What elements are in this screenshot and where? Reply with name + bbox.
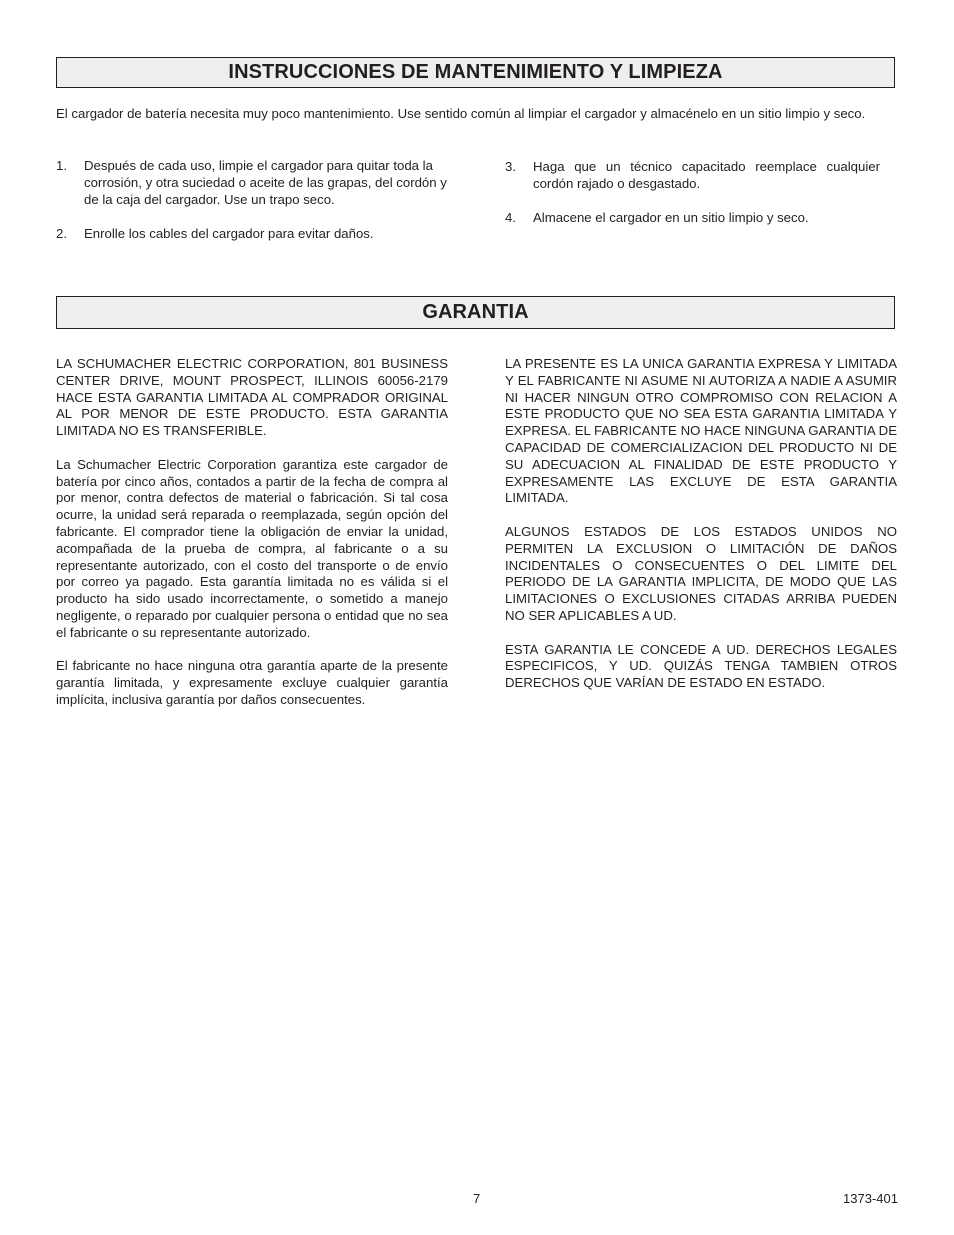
maintenance-item <box>56 157 448 208</box>
maintenance-title: INSTRUCCIONES DE MANTENIMIENTO Y LIMPIEZA <box>228 61 723 83</box>
item-number: 1. <box>56 158 67 173</box>
item-text: Haga que un técnico capacitado reemplace cualquier cordón rajado o desgastado. <box>533 159 880 191</box>
page-number: 7 <box>473 1191 481 1206</box>
maintenance-item <box>505 158 880 192</box>
maintenance-list-left <box>56 157 448 259</box>
warranty-paragraph: LA PRESENTE ES LA UNICA GARANTIA EXPRESA Y LIMITADA Y EL FABRICANTE NI ASUME NI AUTORIZA A NADIE A ASUMIR NI HACER NINGUN OTRO COMPROMISO CON RELACION A ESTE PRODUCTO QUE NO SEA ESTA GARANTIA LIMITADA Y EXPRESA. EL FABRICANTE NO HACE NINGUNA GARANTIA DE CAPACIDAD DE COMERCIALIZACION DEL PRODUCTO NI DE SU ADECUACION AL FINALIDAD DE ESTE PRODUCTO Y EXPRESAMENTE LAS EXCLUYE DE ESTA GARANTIA LIMITADA. <box>505 356 897 506</box>
warranty-paragraph: LA SCHUMACHER ELECTRIC CORPORATION, 801 BUSINESS CENTER DRIVE, MOUNT PROSPECT, ILLINOIS 60056-2179 HACE ESTA GARANTIA LIMITADA AL COMPRADOR ORIGINAL AL POR MENOR DE ESTE PRODUCTO. ESTA GARANTIA LIMITADA NO ES TRANSFERIBLE. <box>56 356 448 439</box>
warranty-paragraph: ALGUNOS ESTADOS DE LOS ESTADOS UNIDOS NO PERMITEN LA EXCLUSION O LIMITACIÓN DE DAÑOS INCIDENTALES O CONSECUENTES O DEL LIMITE DEL PERIODO DE LA GARANTIA IMPLICITA, DE MODO QUE LAS LIMITACIONES O EXCLUSIONES CITADAS ARRIBA PUEDEN NO SER APLICABLES A UD. <box>505 523 897 623</box>
warranty-paragraph: El fabricante no hace ninguna otra garantía aparte de la presente garantía limitada, y expresamente excluye cualquier garantía implícita, inclusiva garantía por daños consecuentes. <box>56 658 448 707</box>
maintenance-item <box>505 209 880 226</box>
item-text: Después de cada uso, limpie el cargador para quitar toda la corrosión, y otra suciedad o aceite de las grapas, del cordón y de la caja del cargador. Use un trapo seco. <box>84 158 447 207</box>
maintenance-intro: El cargador de batería necesita muy poco mantenimiento. Use sentido común al limpiar el cargador y almacénelo en un sitio limpio y seco. <box>56 106 866 121</box>
maintenance-item <box>56 225 448 242</box>
item-number: 3. <box>505 159 516 174</box>
warranty-paragraph: La Schumacher Electric Corporation garantiza este cargador de batería por cinco años, contados a partir de la fecha de compra al por menor, contra defectos de material o fabricación. Si tal cosa ocurre, la unidad será reparada o reemplazada, según opción del fabricante. El comprador tiene la obligación de enviar la unidad, acompañada de la prueba de compra, al fabricante o a su representante autorizado, con el costo del transporte o de envío por correo ya pagado. Esta garantía limitada no es válida si el producto ha sido usado incorrectamente, o sometido a manejo negligente, o reparado por cualquier persona o entidad que no sea el fabricante o su representante autorizado. <box>56 456 448 640</box>
item-text: Almacene el cargador en un sitio limpio y seco. <box>533 210 809 225</box>
warranty-header-box <box>56 296 895 329</box>
warranty-column-left <box>56 356 448 726</box>
maintenance-header-box <box>56 57 895 88</box>
warranty-paragraph: ESTA GARANTIA LE CONCEDE A UD. DERECHOS LEGALES ESPECIFICOS, Y UD. QUIZÁS TENGA TAMBIEN OTROS DERECHOS QUE VARÍAN DE ESTADO EN ESTADO. <box>505 641 897 691</box>
warranty-column-right <box>505 356 897 709</box>
warranty-title: GARANTIA <box>422 301 529 323</box>
item-number: 2. <box>56 226 67 241</box>
item-text: Enrolle los cables del cargador para evitar daños. <box>84 226 374 241</box>
maintenance-list-right <box>505 158 880 243</box>
item-number: 4. <box>505 210 516 225</box>
document-code: 1373-401 <box>843 1191 898 1206</box>
